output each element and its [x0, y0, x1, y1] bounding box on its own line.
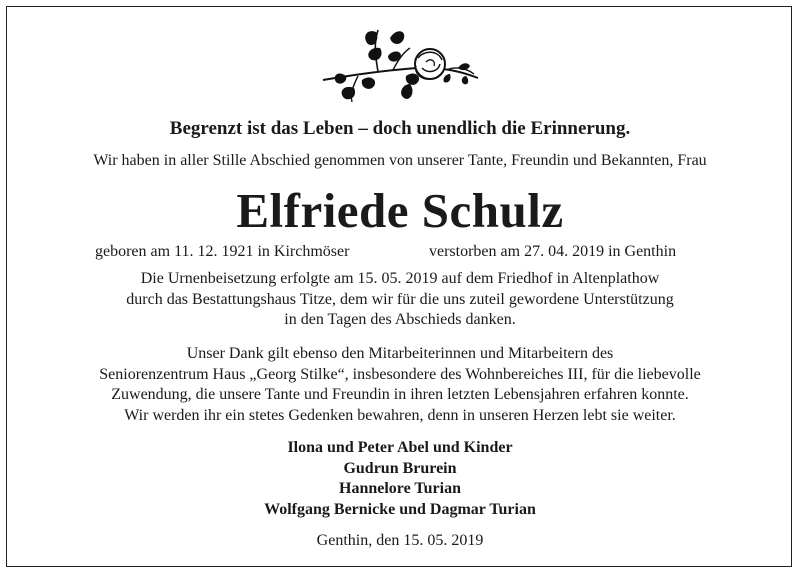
paragraph-line: Zuwendung, die unsere Tante und Freundin in ihren letzten Lebensjahren erfahren konnte.: [111, 386, 689, 403]
signer: Hannelore Turian: [339, 480, 461, 497]
paragraph-line: Seniorenzentrum Haus „Georg Stilke“, insbesondere des Wohnbereiches III, für die liebevolle: [99, 365, 701, 383]
motto: Begrenzt ist das Leben – doch unendlich die Erinnerung.: [169, 118, 631, 139]
paragraph-line: Wir werden ihr ein stetes Gedenken bewahren, denn in unseren Herzen lebt sie weiter.: [124, 406, 676, 424]
paragraph-line: durch das Bestattungshaus Titze, dem wir für die uns zuteil gewordene Unterstützung: [126, 290, 674, 308]
paragraph-line: in den Tagen des Abschieds danken.: [284, 311, 516, 328]
signer: Wolfgang Bernicke und Dagmar Turian: [264, 500, 536, 518]
signers-list: [0, 438, 800, 520]
intro-text: Wir haben in aller Stille Abschied genommen von unserer Tante, Freundin und Bekannten, Frau: [93, 152, 707, 169]
death-date: verstorben am 27. 04. 2019 in Genthin: [429, 243, 677, 260]
birth-date: geboren am 11. 12. 1921 in Kirchmöser: [95, 243, 350, 260]
thanks-paragraph: [0, 344, 800, 426]
deceased-name: Elfriede Schulz: [236, 183, 564, 238]
place-date: Genthin, den 15. 05. 2019: [316, 532, 484, 549]
burial-paragraph: [0, 269, 800, 331]
signer: Ilona und Peter Abel und Kinder: [287, 439, 513, 456]
signer: Gudrun Brurein: [343, 459, 457, 477]
paragraph-line: Unser Dank gilt ebenso den Mitarbeiterinnen und Mitarbeitern des: [186, 345, 614, 362]
rose-icon: [318, 18, 483, 108]
paragraph-line: Die Urnenbeisetzung erfolgte am 15. 05. 2019 auf dem Friedhof in Altenplathow: [140, 270, 660, 287]
